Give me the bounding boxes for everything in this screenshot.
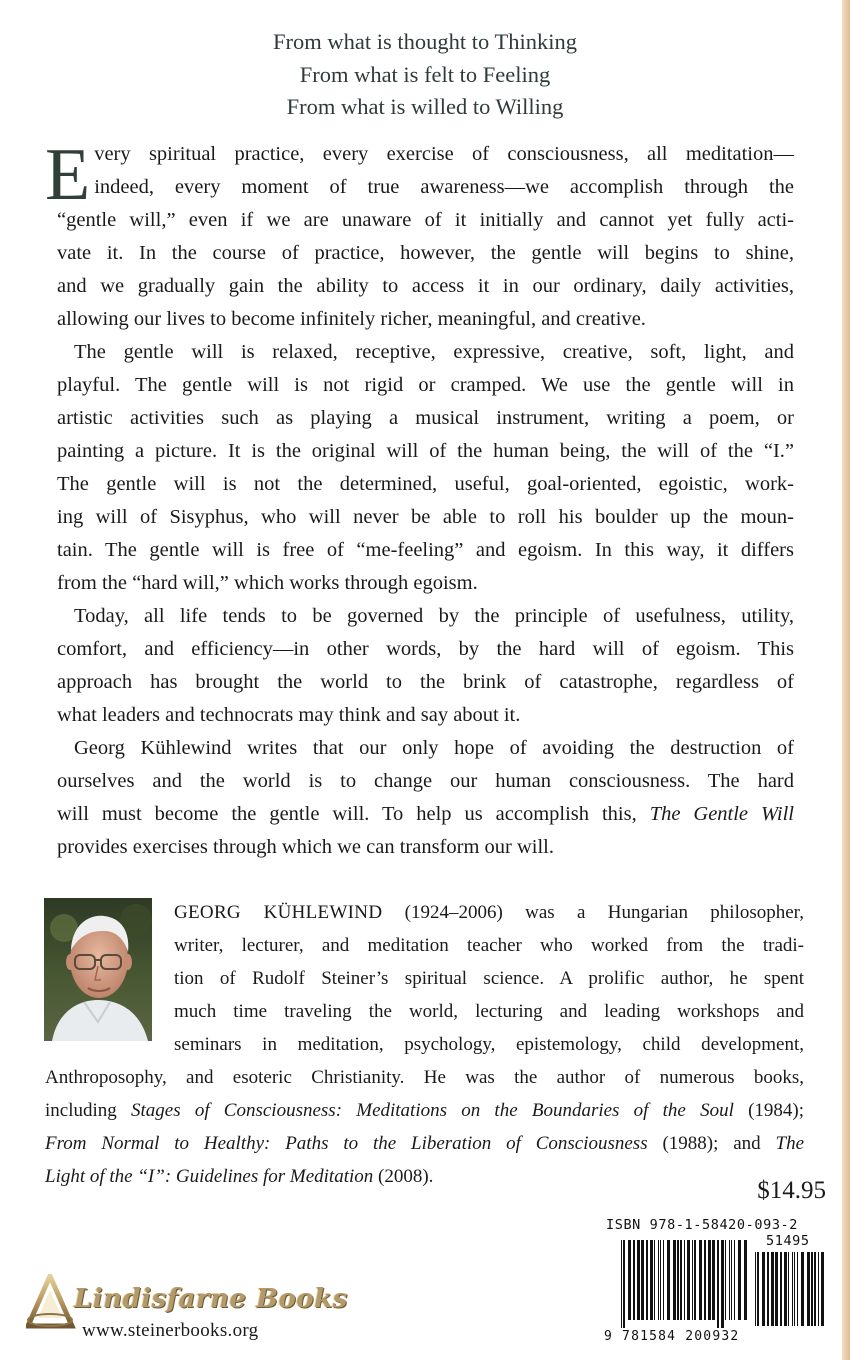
ean-number: 9 781584 200932: [604, 1329, 740, 1344]
barcode-bar: [755, 1252, 756, 1326]
bio-line: tion of Rudolf Steiner’s spiritual science. A prolific author, he spent: [174, 968, 804, 989]
barcode-bar: [729, 1240, 730, 1320]
book-year: (1984);: [748, 1100, 805, 1121]
barcode-bar: [784, 1252, 787, 1326]
book-title: The: [775, 1133, 804, 1154]
text-line: tain. The gentle will is free of “me-feeling” and egoism. In this way, it differs: [57, 539, 794, 561]
barcode-bar: [633, 1240, 635, 1320]
barcode-bar: [811, 1252, 813, 1326]
bio-text: including: [45, 1100, 117, 1121]
barcode-bar: [801, 1252, 804, 1326]
text-line: very spiritual practice, every exercise of consciousness, all meditation—: [94, 143, 794, 165]
publisher-website[interactable]: www.steinerbooks.org: [82, 1320, 259, 1341]
barcode-bar: [667, 1240, 670, 1320]
barcode-bar: [797, 1252, 798, 1326]
paragraph-1: [45, 134, 794, 336]
barcode-bar: [677, 1240, 679, 1320]
barcode-bar: [646, 1240, 648, 1320]
barcode-bar: [628, 1240, 631, 1320]
barcode-bar: [738, 1240, 741, 1320]
barcode-bar: [780, 1252, 782, 1326]
text-line: “gentle will,” even if we are unaware of it initially and cannot yet fully acti-: [57, 209, 794, 231]
barcode-bar: [654, 1240, 655, 1320]
spine-edge: [842, 0, 850, 1360]
barcode-bar: [771, 1252, 774, 1326]
bio-line: [174, 896, 804, 929]
barcode-bar: [794, 1252, 795, 1326]
bio-line: [45, 1127, 804, 1160]
back-cover-description: [45, 134, 795, 864]
book-title: Stages of Consciousness: Meditations on the Boundaries of the Soul: [131, 1100, 734, 1121]
text-line: playful. The gentle will is not rigid or cramped. We use the gentle will in: [57, 374, 794, 396]
bio-line: [45, 1160, 804, 1193]
author-bio: [45, 896, 804, 1193]
bio-line: seminars in meditation, psychology, epistemology, child development,: [174, 1034, 804, 1055]
text-line: vate it. In the course of practice, however, the gentle will begins to shine,: [57, 242, 794, 264]
text-line: provides exercises through which we can transform our will.: [57, 836, 554, 858]
text-line: indeed, every moment of true awareness—we accomplish through the: [94, 176, 794, 198]
text-line: approach has brought the world to the brink of catastrophe, regardless of: [57, 671, 794, 693]
text-line: artistic activities such as playing a musical instrument, writing a poem, or: [57, 407, 794, 429]
author-name: GEORG KÜHLEWIND: [174, 902, 383, 923]
text-line: what leaders and technocrats may think and say about it.: [57, 704, 521, 726]
bio-text: (1924–2006) was a Hungarian philosopher,: [404, 902, 804, 923]
text-line: Georg Kühlewind writes that our only hope of avoiding the destruction of: [74, 737, 794, 759]
barcode-bar: [694, 1240, 696, 1320]
barcode-bar: [807, 1252, 810, 1326]
text-fragment: will must become the gentle will. To help us accomplish this,: [57, 803, 637, 825]
barcode-bar: [641, 1240, 644, 1320]
isbn-label: ISBN 978-1-58420-093-2: [606, 1217, 799, 1233]
drop-cap: E: [45, 134, 91, 216]
barcode-bar: [621, 1240, 622, 1328]
barcode-bar: [708, 1240, 711, 1320]
barcode-bar: [731, 1240, 732, 1320]
book-title: Light of the “I”: Guidelines for Meditation: [45, 1166, 374, 1187]
text-line: and we gradually gain the ability to access it in our ordinary, daily activities,: [57, 275, 794, 297]
paragraph-4: [57, 732, 794, 864]
barcode-bar: [637, 1240, 640, 1320]
text-line: comfort, and efficiency—in other words, by the hard will of egoism. This: [57, 638, 794, 660]
barcode-bar: [767, 1252, 769, 1326]
bio-line: writer, lecturer, and meditation teacher who worked from the tradi-: [174, 935, 804, 956]
paragraph-2: [57, 336, 794, 600]
text-line: ing will of Sisyphus, who will never be able to roll his boulder up the moun-: [57, 506, 794, 528]
text-line: [57, 798, 794, 831]
book-title: From Normal to Healthy: Paths to the Liberation of Consciousness: [45, 1133, 648, 1154]
text-line: allowing our lives to become infinitely richer, meaningful, and creative.: [57, 308, 646, 330]
barcode-bar: [775, 1252, 778, 1326]
barcode-bar: [712, 1240, 715, 1320]
text-line: The gentle will is not the determined, useful, goal-oriented, egoistic, work-: [57, 473, 794, 495]
bio-line: [45, 1094, 804, 1127]
bio-line: Anthroposophy, and esoteric Christianity. He was the author of numerous books,: [45, 1067, 804, 1088]
text-line: Today, all life tends to be governed by the principle of usefulness, utility,: [74, 605, 794, 627]
price-addon-label: 51495: [766, 1233, 810, 1249]
barcode-bar: [673, 1240, 676, 1320]
barcode-bar: [623, 1240, 625, 1328]
epigraph: [0, 26, 850, 124]
barcode-bar: [658, 1240, 659, 1320]
barcode-bar: [762, 1252, 765, 1326]
paragraph-3: [57, 600, 794, 732]
epigraph-line-1: From what is thought to Thinking: [273, 29, 577, 54]
barcode-bar: [725, 1240, 726, 1320]
text-line: The gentle will is relaxed, receptive, expressive, creative, soft, light, and: [74, 341, 794, 363]
book-title: The Gentle Will: [649, 803, 795, 825]
text-line: painting a picture. It is the original will of the human being, the will of the “I.”: [57, 440, 794, 462]
barcode-bar: [704, 1240, 706, 1320]
book-year: (2008).: [378, 1166, 434, 1187]
barcode-bar: [717, 1240, 719, 1328]
price: $14.95: [757, 1177, 826, 1204]
barcode-bar: [721, 1240, 724, 1328]
barcode-bar: [814, 1252, 816, 1326]
barcode-bar: [744, 1240, 747, 1320]
barcode-bar: [699, 1240, 702, 1320]
barcode-bar: [821, 1252, 824, 1326]
barcode-bar: [684, 1240, 685, 1320]
barcode-bar: [757, 1252, 759, 1326]
text-line: from the “hard will,” which works through egoism.: [57, 572, 478, 594]
barcode-bar: [663, 1240, 664, 1320]
barcode-bar: [660, 1240, 661, 1320]
barcode-bar: [680, 1240, 682, 1320]
barcode-bar: [788, 1252, 789, 1326]
text-line: ourselves and the world is to change our human consciousness. The hard: [57, 770, 794, 792]
barcode-bar: [818, 1252, 819, 1326]
barcode-bar: [692, 1240, 693, 1320]
barcode-bar: [650, 1240, 653, 1320]
barcode-bar: [687, 1240, 690, 1320]
book-year: (1988); and: [662, 1133, 761, 1154]
epigraph-line-2: From what is felt to Feeling: [299, 61, 551, 87]
epigraph-line-3: From what is willed to Willing: [286, 94, 564, 119]
barcode-bar: [792, 1252, 793, 1326]
bio-line: much time traveling the world, lecturing and leading workshops and: [174, 1001, 804, 1022]
barcode-bar: [734, 1240, 735, 1320]
publisher-name: Lindisfarne Books: [74, 1284, 348, 1314]
